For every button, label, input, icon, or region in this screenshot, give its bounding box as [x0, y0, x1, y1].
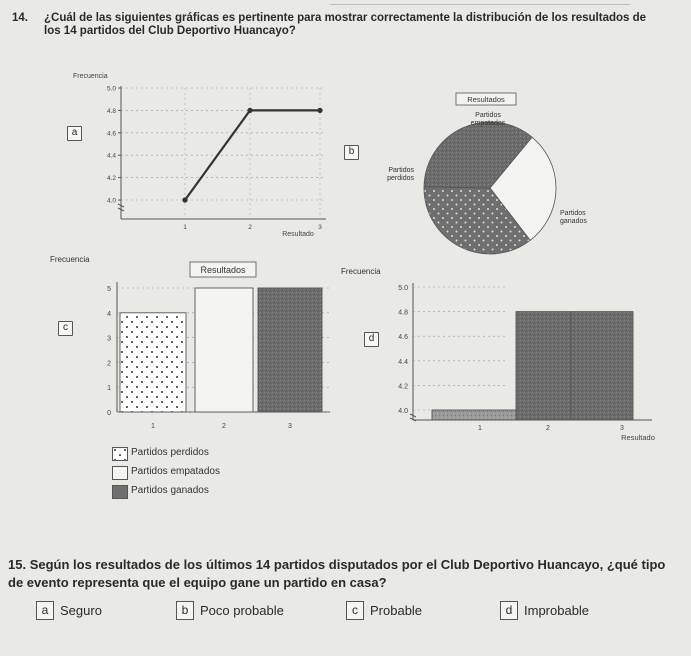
question-15-number: 15.: [8, 557, 27, 572]
chart-d-bar: [516, 312, 571, 420]
legend-lost-swatch: [112, 447, 128, 461]
option-a-label[interactable]: a: [67, 126, 82, 141]
chart-a-point: [317, 108, 322, 113]
chart-c-ylabel: Frecuencia: [50, 255, 90, 264]
chart-d-bar: [571, 312, 633, 420]
chart-a: [73, 73, 326, 238]
chart-c-title: Resultados: [200, 265, 246, 275]
chart-c: [50, 255, 330, 430]
chart-a-ylabel: Frecuencia: [73, 73, 108, 80]
question-14-text: ¿Cuál de las siguientes gráficas es pertinente para mostrar correctamente la distribución de los resultados de los 14 partidos del Club Deportivo Huancayo?: [44, 12, 647, 37]
answer-b-letter: b: [176, 601, 194, 620]
chart-d-xtick-label: 1: [478, 425, 482, 432]
answer-c-text: Probable: [370, 603, 423, 618]
legend-won-text: Partidos ganados: [131, 485, 209, 496]
chart-d-bar: [432, 410, 516, 420]
chart-d-ylabel: Frecuencia: [341, 267, 381, 276]
chart-c-bar: [258, 288, 322, 412]
chart-c-xtick-label: 3: [288, 423, 292, 430]
legend-tied-text: Partidos empatados: [131, 466, 220, 477]
answer-b-text: Poco probable: [200, 603, 284, 618]
chart-d: [341, 267, 655, 442]
chart-b-label-tied-2: empatados: [470, 120, 506, 127]
chart-c-ytick-label: 5: [107, 286, 111, 293]
chart-c-bar: [195, 288, 253, 412]
chart-b-label-tied-1: Partidos: [475, 112, 501, 119]
answer-a-letter: a: [36, 601, 54, 620]
chart-c-ytick-label: 4: [107, 310, 111, 318]
chart-c-ytick-label: 2: [107, 360, 111, 368]
chart-a-ytick-label: 4.6: [106, 130, 116, 138]
chart-c-xtick-label: 2: [222, 423, 226, 430]
chart-a-xtick-label: 3: [318, 224, 322, 231]
chart-c-ytick-label: 1: [107, 385, 111, 393]
chart-d-xlabel: Resultado: [621, 433, 655, 442]
chart-d-xtick-label: 3: [620, 425, 624, 432]
chart-c-xtick-label: 1: [151, 423, 155, 430]
chart-c-ytick-label: 0: [107, 410, 111, 417]
chart-a-point: [182, 197, 187, 202]
chart-a-ytick-label: 4.4: [106, 152, 116, 160]
chart-a-xtick-label: 2: [248, 224, 252, 231]
question-15: [8, 556, 683, 592]
option-c-label[interactable]: c: [58, 321, 73, 336]
chart-d-ytick-label: 4.8: [398, 309, 408, 317]
answer-d-text: Improbable: [524, 603, 590, 618]
chart-c-bar: [120, 313, 186, 412]
option-b-label[interactable]: b: [344, 145, 359, 160]
chart-a-ytick-label: 4.0: [106, 197, 116, 205]
chart-a-ytick-label: 4.8: [106, 107, 116, 115]
question-14-number: 14.: [12, 12, 28, 24]
chart-d-xtick-label: 2: [546, 425, 550, 432]
question-15-text: Según los resultados de los últimos 14 partidos disputados por el Club Deportivo Huancayo, ¿qué tipo de evento representa que el equipo gane un partido en casa?: [8, 557, 666, 590]
chart-b-label-won-1: Partidos: [560, 210, 586, 217]
chart-b-title: Resultados: [467, 95, 505, 104]
chart-d-ytick-label: 4.0: [398, 408, 408, 415]
chart-d-ytick-label: 4.6: [398, 334, 408, 342]
chart-c-ytick-label: 3: [107, 335, 111, 343]
chart-a-ytick-label: 4.2: [106, 175, 116, 183]
chart-b-label-won-2: ganados: [560, 218, 587, 225]
answer-c-letter: c: [346, 601, 364, 620]
chart-b-label-lost-2: perdidos: [387, 175, 414, 182]
chart-b-label-lost-1: Partidos: [388, 167, 414, 174]
chart-a-ytick-label: 5.0: [106, 85, 116, 93]
answer-d-letter: d: [500, 601, 518, 620]
chart-d-ytick-label: 4.4: [398, 358, 408, 366]
chart-d-ytick-label: 4.2: [398, 383, 408, 391]
legend-lost-text: Partidos perdidos: [131, 447, 209, 458]
chart-a-point: [247, 108, 252, 113]
legend-tied-swatch: [112, 466, 128, 480]
chart-a-xtick-label: 1: [183, 224, 187, 231]
legend-won-swatch: [112, 485, 128, 499]
option-d-label[interactable]: d: [364, 332, 379, 347]
chart-b: [387, 93, 587, 254]
answer-a-text: Seguro: [60, 603, 102, 618]
chart-a-xlabel: Resultado: [282, 231, 314, 238]
chart-d-ytick-label: 5.0: [398, 285, 408, 292]
